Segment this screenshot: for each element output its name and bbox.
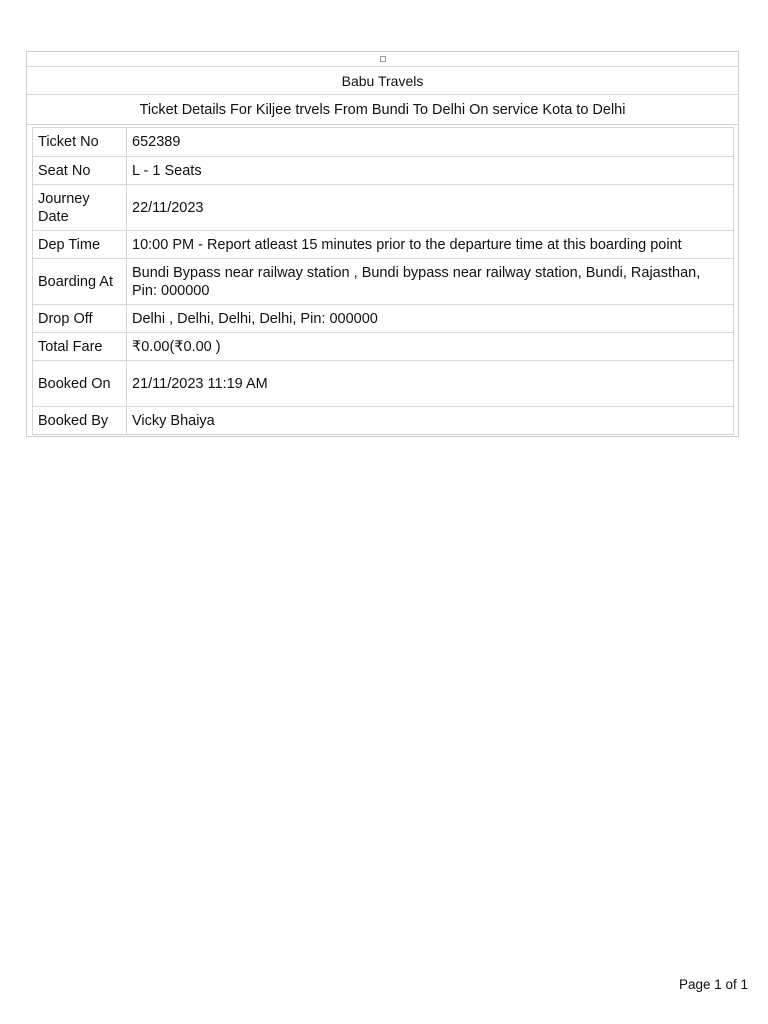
table-row xyxy=(33,361,734,407)
table-row xyxy=(33,185,734,231)
row-value: 22/11/2023 xyxy=(127,185,734,231)
table-row xyxy=(33,231,734,259)
table-row xyxy=(33,333,734,361)
row-label: Ticket No xyxy=(33,128,127,157)
company-name: Babu Travels xyxy=(27,67,738,95)
row-label: Dep Time xyxy=(33,231,127,259)
table-row xyxy=(33,128,734,157)
row-label: Seat No xyxy=(33,157,127,185)
row-value: Vicky Bhaiya xyxy=(127,407,734,435)
row-label: Journey Date xyxy=(33,185,127,231)
row-value: L - 1 Seats xyxy=(127,157,734,185)
row-label: Drop Off xyxy=(33,305,127,333)
ticket-details-table xyxy=(32,127,734,435)
row-label: Boarding At xyxy=(33,259,127,305)
broken-image-icon xyxy=(380,56,386,62)
row-label: Booked By xyxy=(33,407,127,435)
page-indicator: Page 1 of 1 xyxy=(678,977,748,992)
table-row xyxy=(33,259,734,305)
row-value: 652389 xyxy=(127,128,734,157)
ticket-heading: Ticket Details For Kiljee trvels From Bundi To Delhi On service Kota to Delhi xyxy=(27,95,738,125)
row-value: Bundi Bypass near railway station , Bundi bypass near railway station, Bundi, Rajasthan, Pin: 000000 xyxy=(127,259,734,305)
row-value: ₹0.00(₹0.00 ) xyxy=(127,333,734,361)
ticket-frame xyxy=(26,51,739,437)
row-value: 21/11/2023 11:19 AM xyxy=(127,361,734,407)
table-row xyxy=(33,305,734,333)
table-row xyxy=(33,157,734,185)
logo-row xyxy=(27,52,738,67)
row-value: 10:00 PM - Report atleast 15 minutes prior to the departure time at this boarding point xyxy=(127,231,734,259)
row-label: Total Fare xyxy=(33,333,127,361)
row-label: Booked On xyxy=(33,361,127,407)
table-row xyxy=(33,407,734,435)
row-value: Delhi , Delhi, Delhi, Delhi, Pin: 000000 xyxy=(127,305,734,333)
